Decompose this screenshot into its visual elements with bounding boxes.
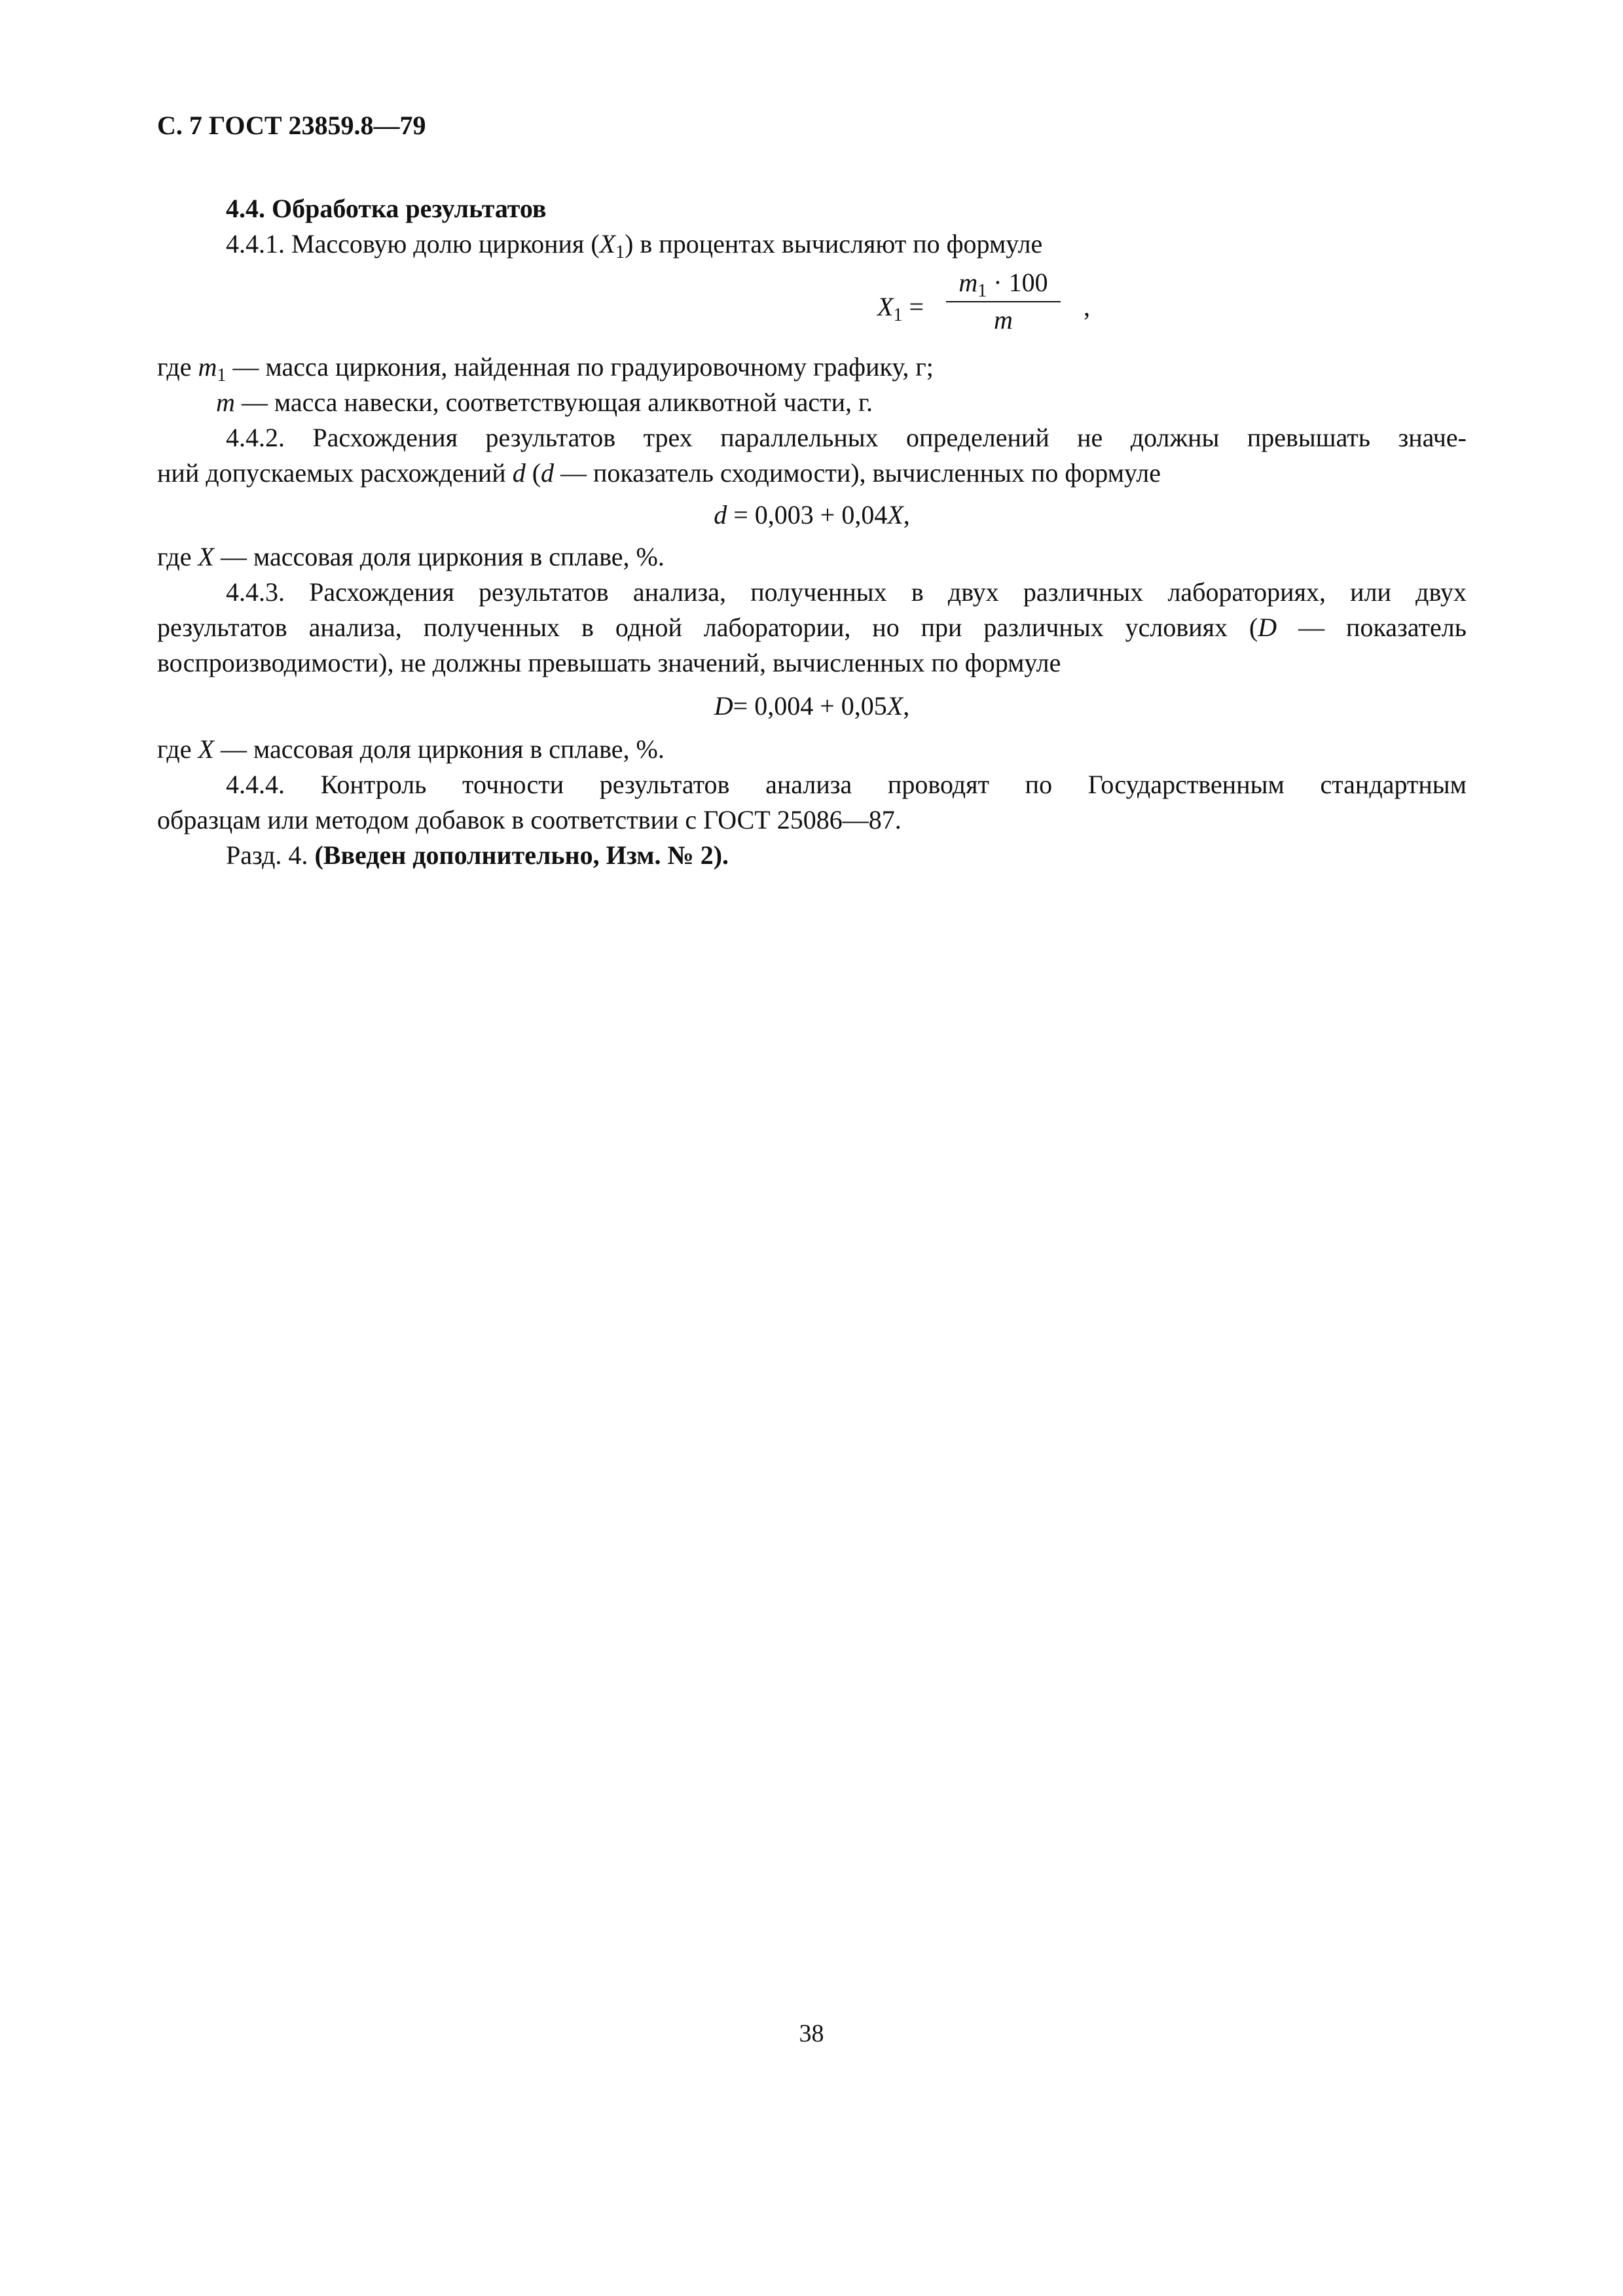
paragraph-4-4-3-line2: результатов анализа, полученных в одной лаборатории, но при различных условиях (D — показатель	[157, 613, 1467, 642]
section-title: 4.4. Обработка результатов	[226, 194, 547, 223]
paragraph-4-4-4-line2: образцам или методом добавок в соответствии с ГОСТ 25086—87.	[157, 805, 902, 834]
formula-reproducibility: D= 0,004 + 0,05X,	[714, 691, 910, 721]
paragraph-4-4-4-line1: 4.4.4. Контроль точности результатов анализа проводят по Государственным стандартным	[226, 770, 1467, 799]
page-number: 38	[799, 2020, 824, 2047]
paragraph-4-4-3-line1: 4.4.3. Расхождения результатов анализа, полученных в двух различных лабораториях, или двух	[226, 577, 1467, 607]
amendment-note: Разд. 4. (Введен дополнительно, Изм. № 2).	[226, 840, 729, 870]
formula-comma: ,	[1084, 292, 1090, 321]
paragraph-4-4-3-line3: воспроизводимости), не должны превышать значений, вычисленных по формуле	[157, 648, 1061, 677]
where-x-1: где X — массовая доля циркония в сплаве, %.	[157, 542, 665, 571]
where-m1: где $m_1$ — масса циркония, найденная по градуировочному графику, г;	[157, 352, 934, 386]
formula-numerator: $m_1 \cdot 100$	[958, 268, 1048, 301]
where-m: m — масса навески, соответствующая аликвотной части, г.	[216, 387, 873, 417]
formula-denominator: m	[994, 305, 1013, 334]
paragraph-4-4-2-line2: ний допускаемых расхождений d (d — показатель сходимости), вычисленных по формуле	[157, 458, 1161, 488]
formula-convergence: d = 0,003 + 0,04X,	[714, 500, 910, 529]
paragraph-4-4-2-line1: 4.4.2. Расхождения результатов трех параллельных определений не должны превышать значе-	[226, 423, 1467, 452]
document-body	[157, 191, 1467, 873]
formula-mass-fraction	[157, 266, 1467, 344]
formula-lhs: $X_1$ =	[877, 292, 924, 325]
page-header: С. 7 ГОСТ 23859.8—79	[157, 111, 426, 140]
formula-fraction	[946, 266, 1061, 336]
fraction-bar	[946, 301, 1061, 302]
paragraph-4-4-1: 4.4.1. Массовую долю циркония $(X_1)$ в процентах вычисляют по формуле	[226, 229, 1043, 262]
where-x-2: где X — массовая доля циркония в сплаве, %.	[157, 734, 665, 764]
